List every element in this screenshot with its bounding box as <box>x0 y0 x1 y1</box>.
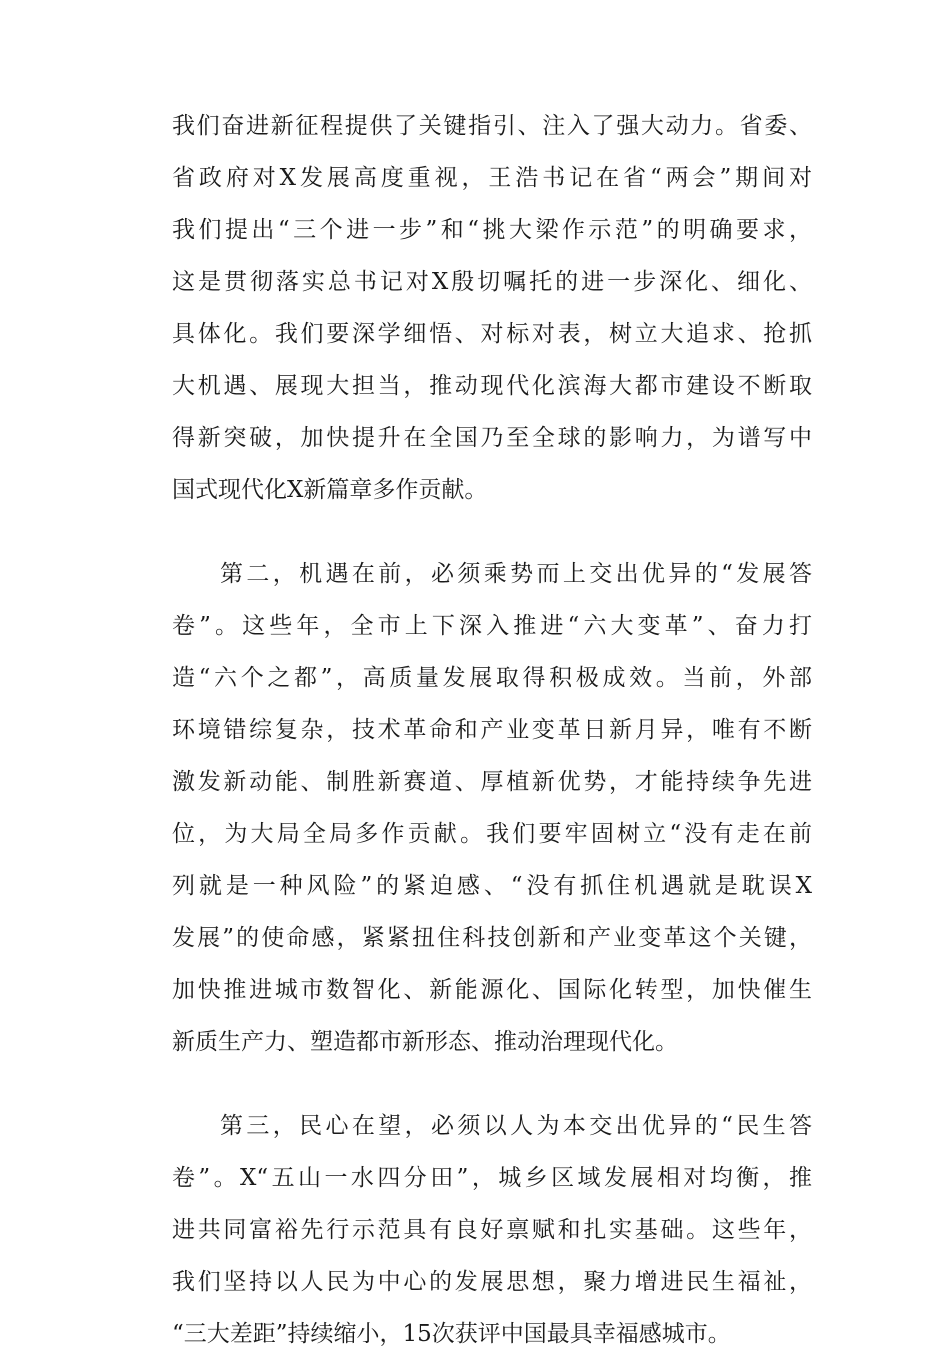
text-line: 发展”的使命感，紧紧扭住科技创新和产业变革这个关键， <box>172 925 812 951</box>
text-line: 第三，民心在望，必须以人为本交出优异的“民生答 <box>220 1113 812 1139</box>
text-line: 进共同富裕先行示范具有良好禀赋和扎实基础。这些年， <box>172 1217 812 1243</box>
text-line: 国式现代化X新篇章多作贡献。 <box>172 477 488 503</box>
text-line: 卷”。X“五山一水四分田”，城乡区域发展相对均衡，推 <box>172 1165 812 1191</box>
text-line: 造“六个之都”，高质量发展取得积极成效。当前，外部 <box>172 665 812 691</box>
paragraph-spacer <box>172 516 812 548</box>
text-line: 新质生产力、塑造都市新形态、推动治理现代化。 <box>172 1029 678 1055</box>
text-line: 我们奋进新征程提供了关键指引、注入了强大动力。省委、 <box>172 113 812 139</box>
text-line: 我们提出“三个进一步”和“挑大梁作示范”的明确要求， <box>172 217 812 243</box>
text-line: “三大差距”持续缩小，15次获评中国最具幸福感城市。 <box>172 1321 731 1347</box>
text-line: 位，为大局全局多作贡献。我们要牢固树立“没有走在前 <box>172 821 812 847</box>
text-line: 具体化。我们要深学细悟、对标对表，树立大追求、抢抓 <box>172 321 812 347</box>
paragraph-spacer <box>172 1068 812 1100</box>
text-line: 卷”。这些年，全市上下深入推进“六大变革”、奋力打 <box>172 613 812 639</box>
text-line: 列就是一种风险”的紧迫感、“没有抓住机遇就是耽误X <box>172 873 812 899</box>
text-line: 激发新动能、制胜新赛道、厚植新优势，才能持续争先进 <box>172 769 812 795</box>
text-line: 环境错综复杂，技术革命和产业变革日新月异，唯有不断 <box>172 717 812 743</box>
text-line: 省政府对X发展高度重视，王浩书记在省“两会”期间对 <box>172 165 812 191</box>
paragraph-2 <box>172 548 812 1068</box>
text-line: 大机遇、展现大担当，推动现代化滨海大都市建设不断取 <box>172 373 812 399</box>
text-line: 得新突破，加快提升在全国乃至全球的影响力，为谱写中 <box>172 425 812 451</box>
document-body <box>172 100 812 1360</box>
text-line: 我们坚持以人民为中心的发展思想，聚力增进民生福祉， <box>172 1269 812 1295</box>
paragraph-3 <box>172 1100 812 1360</box>
paragraph-1 <box>172 100 812 516</box>
text-line: 第二，机遇在前，必须乘势而上交出优异的“发展答 <box>220 561 812 587</box>
text-line: 这是贯彻落实总书记对X殷切嘱托的进一步深化、细化、 <box>172 269 812 295</box>
text-line: 加快推进城市数智化、新能源化、国际化转型，加快催生 <box>172 977 812 1003</box>
